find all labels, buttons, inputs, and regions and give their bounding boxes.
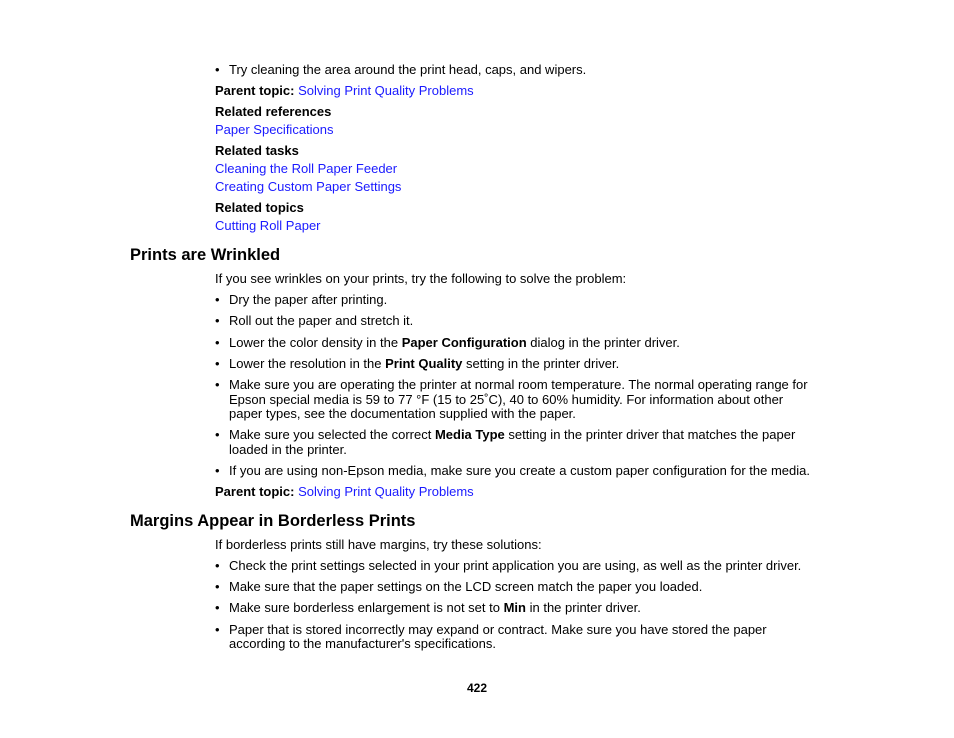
bullet-marker: • <box>215 356 220 371</box>
list-item: Check the print settings selected in your print application you are using, as well as the printer driver. <box>229 558 802 573</box>
wrinkled-intro: If you see wrinkles on your prints, try the following to solve the problem: <box>215 271 627 286</box>
margins-intro: If borderless prints still have margins, try these solutions: <box>215 537 542 552</box>
section-heading-margins: Margins Appear in Borderless Prints <box>130 512 416 530</box>
solving-print-quality-link[interactable]: Solving Print Quality Problems <box>298 83 474 98</box>
min-term: Min <box>503 600 526 615</box>
list-item-line: paper types, see the documentation supplied with the paper. <box>229 406 576 421</box>
list-item-line: Epson special media is 59 to 77 °F (15 to 25˚C), 40 to 60% humidity. For information about other <box>229 392 784 407</box>
list-item: Make sure borderless enlargement is not set to Min in the printer driver. <box>229 600 641 615</box>
list-item-line: Make sure you are operating the printer at normal room temperature. The normal operating range for <box>229 377 808 392</box>
parent-topic-line <box>215 83 474 98</box>
print-quality-term: Print Quality <box>385 356 463 371</box>
paper-specifications-link[interactable]: Paper Specifications <box>215 122 334 137</box>
bullet-marker: • <box>215 427 220 442</box>
bullet-marker: • <box>215 335 220 350</box>
bullet-marker: • <box>215 292 220 307</box>
list-item-line: according to the manufacturer's specifications. <box>229 636 496 651</box>
bullet-marker: • <box>215 600 220 615</box>
bullet-marker: • <box>215 558 220 573</box>
list-item: If you are using non-Epson media, make sure you create a custom paper configuration for the media. <box>229 463 810 478</box>
bullet-marker: • <box>215 579 220 594</box>
bullet-marker: • <box>215 622 220 637</box>
bullet-marker: • <box>215 377 220 392</box>
bullet-marker: • <box>215 62 220 77</box>
media-type-term: Media Type <box>434 427 505 442</box>
section-heading-wrinkled: Prints are Wrinkled <box>130 246 281 264</box>
related-references-label: Related references <box>215 104 332 119</box>
list-item: Lower the color density in the Paper Configuration dialog in the printer driver. <box>229 335 680 350</box>
list-item: Dry the paper after printing. <box>229 292 388 307</box>
list-item: Roll out the paper and stretch it. <box>229 313 414 328</box>
parent-topic-label: Parent topic: <box>215 83 295 98</box>
list-item-line: loaded in the printer. <box>229 442 347 457</box>
related-topics-label: Related topics <box>215 200 304 215</box>
list-item-line: Paper that is stored incorrectly may expand or contract. Make sure you have stored the paper <box>229 622 767 637</box>
bullet-marker: • <box>215 463 220 478</box>
list-item: Lower the resolution in the Print Quality setting in the printer driver. <box>229 356 620 371</box>
page-number: 422 <box>466 681 488 695</box>
bullet-marker: • <box>215 313 220 328</box>
cleaning-roll-paper-feeder-link[interactable]: Cleaning the Roll Paper Feeder <box>215 161 398 176</box>
creating-custom-paper-settings-link[interactable]: Creating Custom Paper Settings <box>215 179 402 194</box>
parent-topic-line <box>215 484 474 499</box>
solving-print-quality-link[interactable]: Solving Print Quality Problems <box>298 484 474 499</box>
cutting-roll-paper-link[interactable]: Cutting Roll Paper <box>215 218 321 233</box>
list-item: Make sure that the paper settings on the LCD screen match the paper you loaded. <box>229 579 703 594</box>
list-item-line: Make sure you selected the correct Media Type setting in the printer driver that matches the paper <box>229 427 796 442</box>
parent-topic-label: Parent topic: <box>215 484 295 499</box>
paper-configuration-term: Paper Configuration <box>401 335 527 350</box>
related-tasks-label: Related tasks <box>215 143 299 158</box>
list-item-cleaning: Try cleaning the area around the print head, caps, and wipers. <box>229 62 587 77</box>
